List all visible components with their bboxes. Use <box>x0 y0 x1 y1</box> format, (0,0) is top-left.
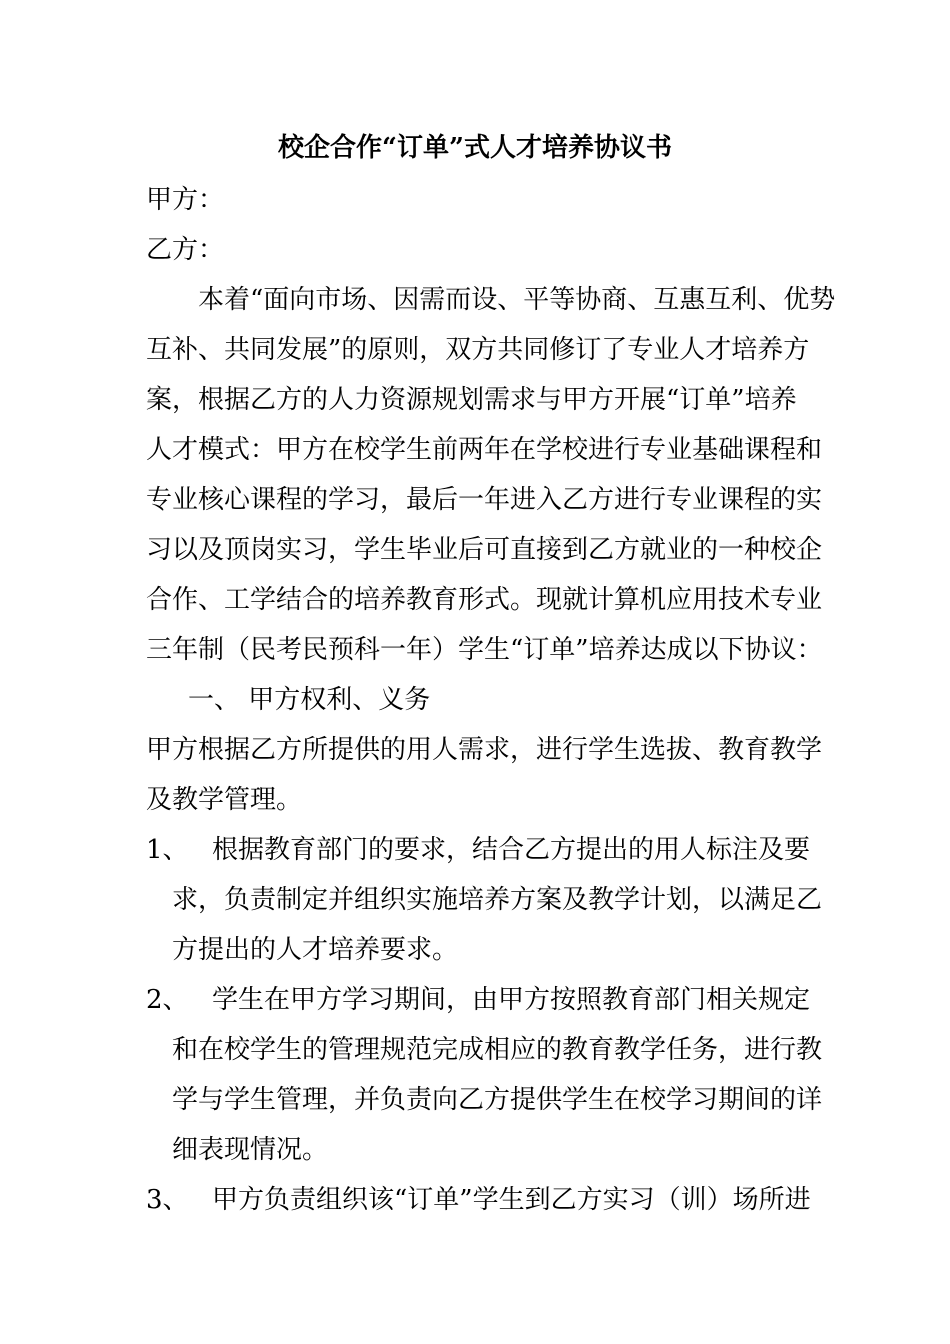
party-a-label: 甲方： <box>146 185 225 215</box>
item-line: 根据教育部门的要求，结合乙方提出的用人标注及要 <box>212 835 811 865</box>
item-line: 甲方负责组织该“订单”学生到乙方实习（训）场所进 <box>212 1185 811 1215</box>
item-line: 求，负责制定并组织实施培养方案及教学计划，以满足乙 <box>172 885 823 915</box>
item-line: 和在校学生的管理规范完成相应的教育教学任务，进行教 <box>172 1035 823 1065</box>
section-1-intro-line: 甲方根据乙方所提供的用人需求，进行学生选拔、教育教学 <box>146 735 823 765</box>
item-line: 学与学生管理，并负责向乙方提供学生在校学习期间的详 <box>172 1085 823 1115</box>
intro-line: 案，根据乙方的人力资源规划需求与甲方开展“订单”培养 <box>146 385 797 415</box>
intro-line: 三年制（民考民预科一年）学生“订单”培养达成以下协议： <box>146 635 823 665</box>
section-1-intro-line: 及教学管理。 <box>146 785 303 815</box>
item-number: 3、 <box>146 1185 189 1215</box>
item-number: 2、 <box>146 985 189 1015</box>
document-title: 校企合作“订单”式人才培养协议书 <box>278 133 672 163</box>
intro-line: 合作、工学结合的培养教育形式。现就计算机应用技术专业 <box>146 585 823 615</box>
item-line: 学生在甲方学习期间，由甲方按照教育部门相关规定 <box>212 985 811 1015</box>
item-line: 细表现情况。 <box>172 1135 329 1165</box>
party-b-label: 乙方： <box>146 235 225 265</box>
item-number: 1、 <box>146 835 189 865</box>
intro-line: 专业核心课程的学习，最后一年进入乙方进行专业课程的实 <box>146 485 823 515</box>
intro-line: 互补、共同发展”的原则，双方共同修订了专业人才培养方 <box>146 335 810 365</box>
section-1-heading: 一、 甲方权利、义务 <box>188 685 431 715</box>
intro-line: 本着“面向市场、因需而设、平等协商、互惠互利、优势 <box>198 285 836 315</box>
item-line: 方提出的人才培养要求。 <box>172 935 459 965</box>
intro-line: 习以及顶岗实习，学生毕业后可直接到乙方就业的一种校企 <box>146 535 823 565</box>
intro-line: 人才模式：甲方在校学生前两年在学校进行专业基础课程和 <box>146 435 823 465</box>
